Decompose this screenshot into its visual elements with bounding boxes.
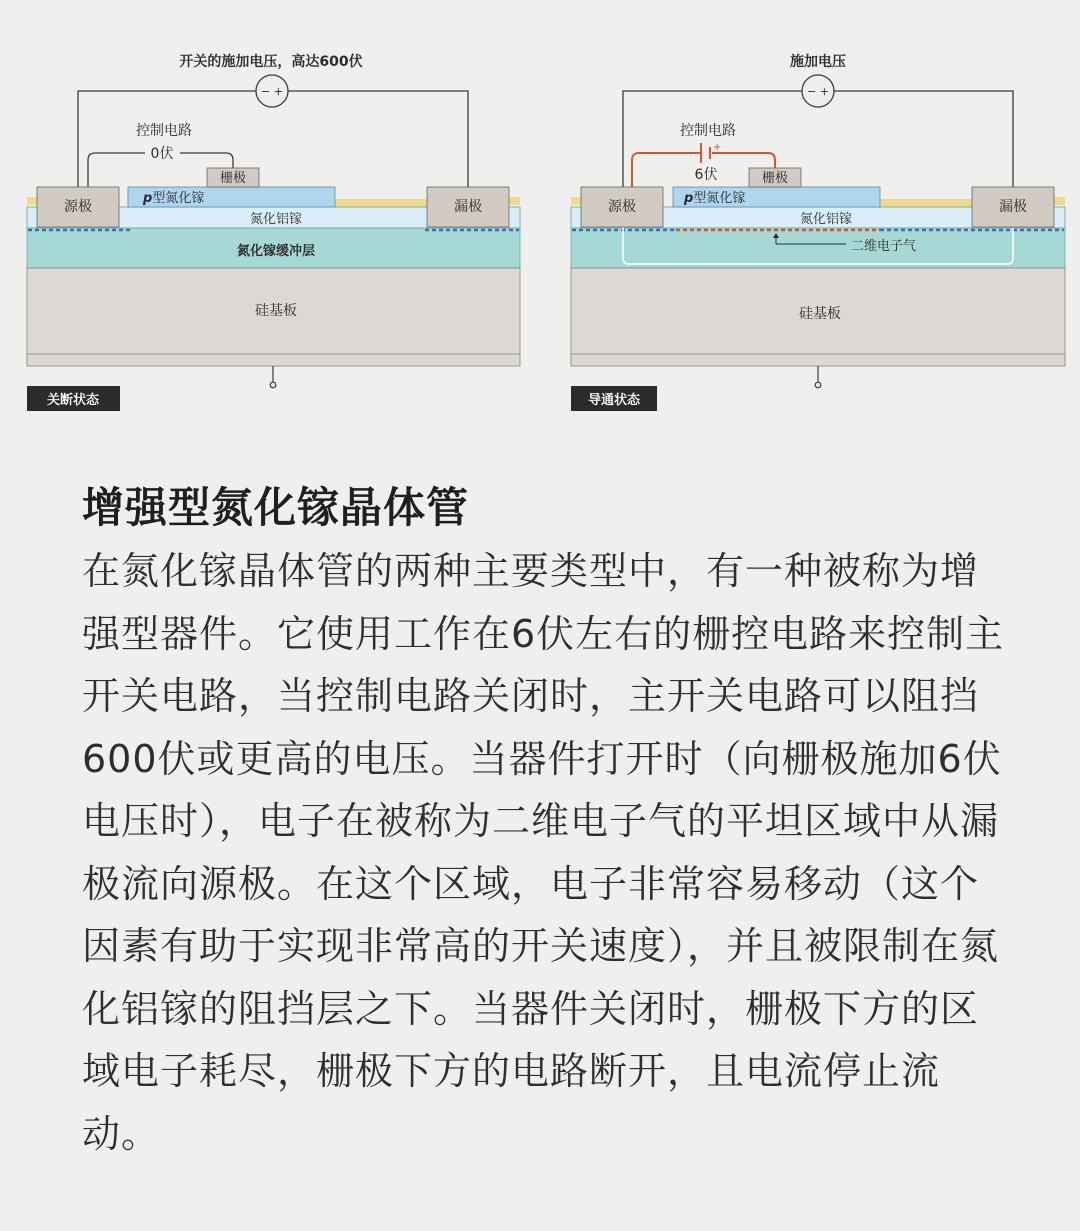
on-gold-contact-right <box>1053 197 1065 205</box>
off-p-gan-prefix: p <box>143 191 153 206</box>
on-battery-plus: + <box>713 142 722 153</box>
off-gold-contact-mid <box>335 199 429 207</box>
off-state-tag-label: 关断状态 <box>46 393 100 408</box>
on-p-gan-rest: 型氮化镓 <box>693 191 746 206</box>
off-substrate-label: 硅基板 <box>255 303 297 319</box>
on-substrate-label: 硅基板 <box>799 306 841 322</box>
off-p-gan-rest: 型氮化镓 <box>152 191 205 206</box>
off-state-diagram <box>27 53 520 411</box>
on-control-voltage: 6伏 <box>694 167 718 183</box>
off-ground-terminal-icon <box>270 382 276 388</box>
on-gate-label: 栅极 <box>761 171 789 186</box>
off-voltmeter-symbol: − + <box>261 85 283 98</box>
off-algan-label: 氮化铝镓 <box>249 212 303 227</box>
off-control-circuit-label: 控制电路 <box>136 123 192 139</box>
off-source-label: 源极 <box>64 199 92 215</box>
on-voltage-title: 施加电压 <box>790 54 846 70</box>
on-source-label: 源极 <box>608 199 636 215</box>
on-buffer-layer <box>571 228 1065 268</box>
on-state-diagram <box>571 53 1065 411</box>
off-p-gan-label <box>142 190 204 206</box>
off-gate-label: 栅极 <box>219 171 247 186</box>
on-p-gan-prefix: p <box>684 191 694 206</box>
off-gold-contact-right <box>508 197 520 205</box>
on-state-tag-label: 导通状态 <box>587 393 641 408</box>
diagrams <box>0 0 1080 430</box>
off-drain-label: 漏极 <box>454 199 482 215</box>
off-control-voltage: 0伏 <box>150 146 174 162</box>
on-algan-label: 氮化铝镓 <box>799 212 853 227</box>
off-voltage-title: 开关的施加电压，高达600伏 <box>179 54 363 70</box>
on-control-circuit-label: 控制电路 <box>680 123 736 139</box>
off-buffer-label: 氮化镓缓冲层 <box>236 244 316 259</box>
on-drain-label: 漏极 <box>999 199 1027 215</box>
on-p-gan-label <box>683 190 745 206</box>
on-ground-terminal-icon <box>815 382 821 388</box>
article-title: 增强型氮化镓晶体管 <box>82 483 470 532</box>
article <box>82 478 1012 1165</box>
on-electron-gas-label: 二维电子气 <box>851 239 917 254</box>
on-voltmeter-symbol: − + <box>807 85 829 98</box>
article-body: 在氮化镓晶体管的两种主要类型中，有一种被称为增强型器件。它使用工作在6伏左右的栅控电路来控制主开关电路，当控制电路关闭时，主开关电路可以阻挡600伏或更高的电压。当器件打开时（向栅极施加6伏电压时），电子在被称为二维电子气的平坦区域中从漏极流向源极。在这个区域，电子非常容易移动（这个因素有助于实现非常高的开关速度），并且被限制在氮化铝镓的阻挡层之下。当器件关闭时，栅极下方的区域电子耗尽，栅极下方的电路断开，且电流停止流动。 <box>82 549 1005 1156</box>
on-gold-contact-mid <box>879 199 973 207</box>
